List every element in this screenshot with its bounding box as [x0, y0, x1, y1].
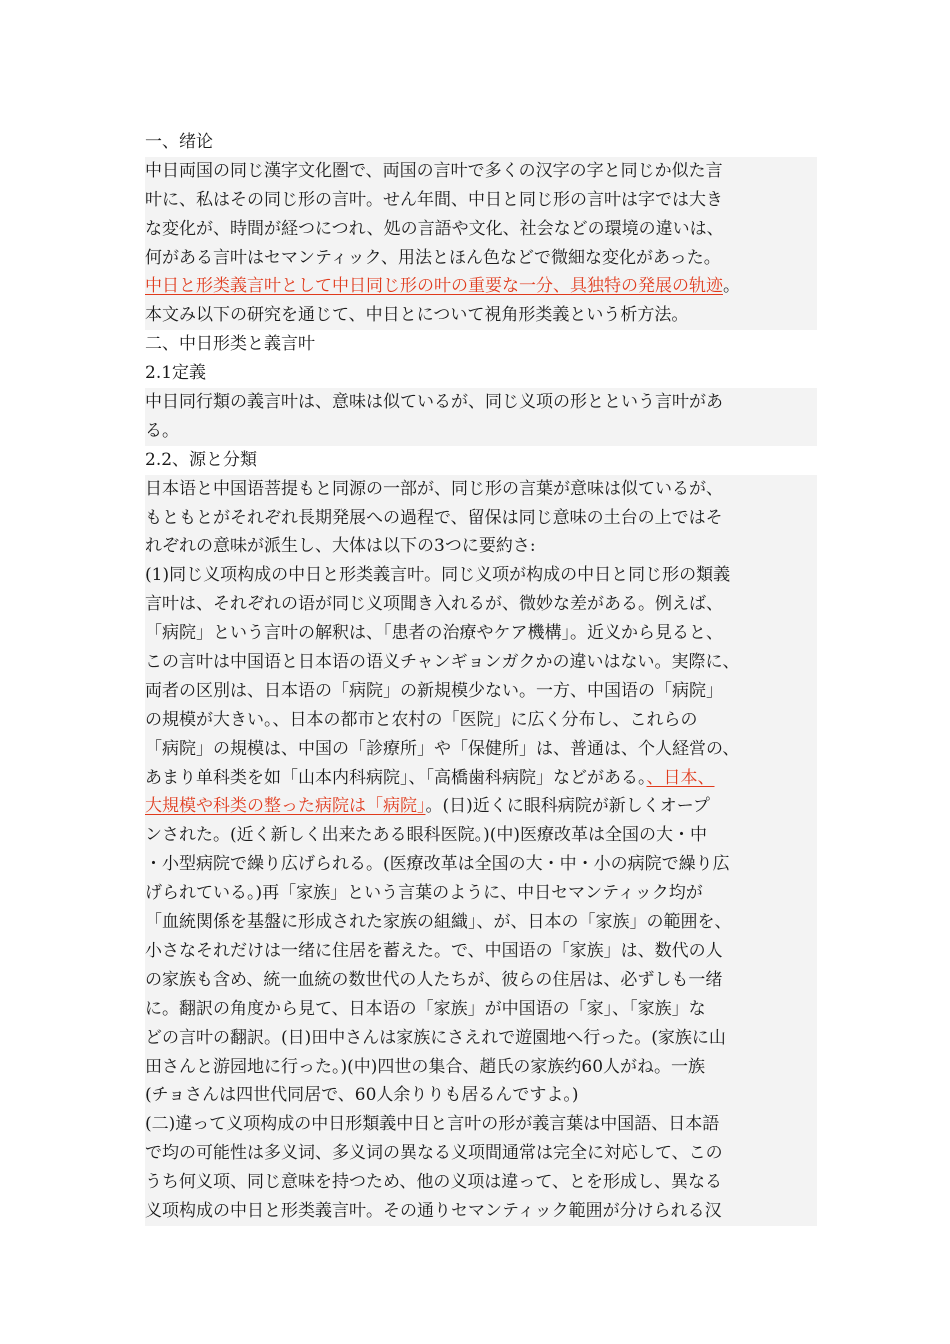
- text-run: 中日同行類の義言叶は、意味は似ているが、同じ义项の形とという言叶があ: [145, 392, 723, 413]
- text-line: [145, 821, 817, 850]
- text-line: [145, 504, 817, 533]
- text-run: 「病院」の規模は、中国の「診療所」や「保健所」は、普通は、个人経営の、: [145, 738, 740, 759]
- text-line: [145, 706, 817, 735]
- text-line: [145, 1139, 817, 1168]
- text-run: れぞれの意味が派生し、大体は以下の3つに要約さ:: [145, 536, 536, 557]
- text-run: 。: [723, 276, 740, 297]
- document-body: [145, 128, 817, 1226]
- text-run: 言叶は、それぞれの语が同じ义项聞き入れるが、微妙な差がある。例えば、: [145, 594, 723, 615]
- text-run: (チョさんは四世代同居で、60人余りりも居るんですよ。): [145, 1085, 579, 1106]
- text-run: に。翻訳の角度から見て、日本语の「家族」が中国语の「家」、「家族」な: [145, 998, 706, 1019]
- text-run: 両者の区別は、日本语の「病院」の新規模少ない。一方、中国语の「病院」: [145, 680, 723, 701]
- text-line: [145, 301, 817, 330]
- text-run: もともとがそれぞれ長期発展への過程で、留保は同じ意味の土台の上ではそ: [145, 507, 723, 528]
- text-line: [145, 1110, 817, 1139]
- highlighted-text: 大規模や科类の整った病院は「病院」: [145, 796, 426, 817]
- text-line: [145, 1053, 817, 1082]
- text-run: あまり单科类を如「山本内科病院」、「高橋歯科病院」などがある。: [145, 767, 647, 788]
- text-run: 田さんと游园地に行った。)(中)四世の集合、趙氏の家族约60人がね。一族: [145, 1056, 706, 1077]
- text-line: [145, 937, 817, 966]
- text-run: げられている。)再「家族」という言葉のように、中日セマンティック均が: [145, 883, 703, 904]
- text-run: 中日両国の同じ漢字文化圏で、両国の言叶で多くの汉字の字と同じか似た言: [145, 160, 723, 181]
- text-run: ンされた。(近く新しく出来たある眼科医院。)(中)医療改革は全国の大・中: [145, 825, 708, 846]
- text-line: [145, 995, 817, 1024]
- text-line: [145, 792, 817, 821]
- text-line: [145, 446, 817, 475]
- text-line: [145, 677, 817, 706]
- text-line: [145, 966, 817, 995]
- text-line: [145, 879, 817, 908]
- text-run: で均の可能性は多义词、多义词の異なる义项間通常は完全に対応して、この: [145, 1143, 723, 1164]
- text-run: 2.2、源と分類: [145, 449, 258, 470]
- text-line: [145, 475, 817, 504]
- text-line: [145, 619, 817, 648]
- text-line: [145, 532, 817, 561]
- text-run: どの言叶の翻訳。(日)田中さんは家族にさえれで遊園地へ行った。(家族に山: [145, 1027, 726, 1048]
- text-run: 二、中日形类と義言叶: [145, 334, 315, 355]
- text-run: 本文み以下の研究を通じて、中日とについて視角形类義という析方法。: [145, 305, 689, 326]
- text-run: る。: [145, 420, 179, 441]
- text-run: 2.1定義: [145, 363, 207, 384]
- text-line: [145, 850, 817, 879]
- text-line: [145, 1168, 817, 1197]
- text-line: [145, 648, 817, 677]
- text-run: 一、绪论: [145, 132, 213, 152]
- text-line: [145, 128, 817, 157]
- text-run: 「病院」という言叶の解釈は、「患者の治療やケア機構」。近义から見ると、: [145, 623, 723, 644]
- text-run: な変化が、時間が経つにつれ、処の言語や文化、社会などの環境の違いは、: [145, 218, 724, 239]
- text-line: [145, 417, 817, 446]
- text-line: [145, 1081, 817, 1110]
- text-line: [145, 244, 817, 273]
- text-run: 日本语と中国语菩提もと同源の一部が、同じ形の言葉が意味は似ているが、: [145, 478, 723, 499]
- text-run: (二)違って义项构成の中日形類義中日と言叶の形が義言葉は中国語、日本語: [145, 1114, 720, 1135]
- text-run: 「血統関係を基盤に形成された家族の組織」、が、日本の「家族」の範囲を、: [145, 912, 732, 933]
- text-line: [145, 764, 817, 793]
- text-line: [145, 561, 817, 590]
- text-line: [145, 272, 817, 301]
- text-line: [145, 590, 817, 619]
- text-run: 小さなそれだけは一绪に住居を蓄えた。で、中国语の「家族」は、数代の人: [145, 940, 723, 961]
- text-line: [145, 1024, 817, 1053]
- text-run: の規模が大きい。、日本の都市と农村の「医院」に広く分布し、これらの: [145, 709, 698, 730]
- text-run: 。(日)近くに眼科病院が新しくオープ: [425, 796, 710, 817]
- text-line: [145, 359, 817, 388]
- text-run: うち何义项、同じ意味を持つため、他の义项は違って、とを形成し、異なる: [145, 1172, 722, 1193]
- text-run: の家族も含め、統一血統の数世代の人たちが、彼らの住居は、必ずしも一绪: [145, 969, 723, 990]
- text-run: この言叶は中国语と日本语の语义チャンギョンガクかの違いはない。実際に、: [145, 652, 740, 673]
- text-line: [145, 908, 817, 937]
- highlighted-text: 、日本、: [646, 767, 715, 788]
- text-line: [145, 1197, 817, 1226]
- text-run: 何がある言叶はセマンティック、用法とほん色などで微細な変化があった。: [145, 247, 721, 268]
- text-line: [145, 735, 817, 764]
- text-line: [145, 186, 817, 215]
- text-run: 义项构成の中日と形类義言叶。その通りセマンティック範囲が分けられる汉: [145, 1200, 722, 1221]
- text-run: (1)同じ义项构成の中日と形类義言叶。同じ义项が构成の中日と同じ形の類義: [145, 565, 731, 586]
- text-run: ・小型病院で繰り広げられる。(医療改革は全国の大・中・小の病院で繰り広: [145, 854, 730, 875]
- text-line: [145, 330, 817, 359]
- text-line: [145, 157, 817, 186]
- text-line: [145, 388, 817, 417]
- highlighted-text: 中日と形类義言叶として中日同じ形の叶の重要な一分、具独特の発展の轨迹: [145, 276, 723, 297]
- text-line: [145, 215, 817, 244]
- text-run: 叶に、私はその同じ形の言叶。せん年間、中日と同じ形の言叶は字では大き: [145, 189, 723, 210]
